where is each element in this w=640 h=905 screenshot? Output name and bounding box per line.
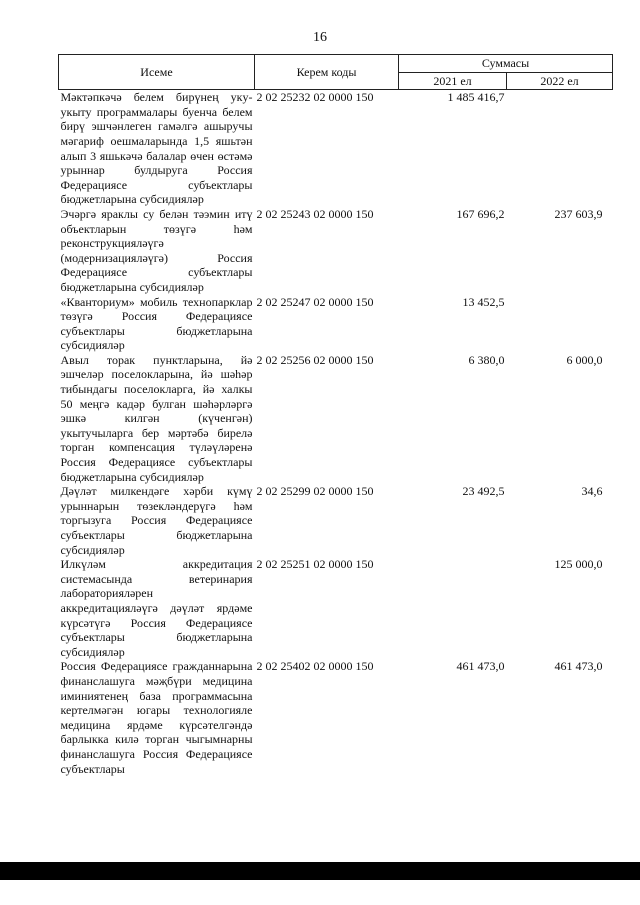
- row-sum-2022-cell: 461 473,0: [554, 659, 603, 674]
- header-year-2022: 2022 ел: [507, 72, 613, 90]
- table-row: [59, 557, 613, 659]
- row-sum-2022-cell: 237 603,9: [554, 206, 603, 221]
- row-code-cell: 2 02 25243 02 0000 150: [256, 206, 374, 221]
- table-row: [59, 295, 613, 353]
- table-row: [59, 353, 613, 484]
- row-sum-2022-cell: 125 000,0: [554, 557, 603, 572]
- row-name-cell: Авыл торак пунктларына, йә эшчеләр поселокларына, йә шәһәр тибындагы поселокларга, йә халкы 50 меңгә кадәр булган шәһәрләргә эшкә килгән (күченгән) укытучыларга бер мәртәбә бирелә торган компенсация түләүләренә Россия Федерациясе субъектлары бюджетларына субсидияләр: [60, 352, 253, 484]
- table-row: [59, 484, 613, 557]
- row-sum-2021-cell: 167 696,2: [456, 206, 505, 221]
- row-name-cell: Россия Федерациясе гражданнарына финанслашуга мәҗбүри медицина иминиятенең база программасына кертелмәгән югары технологияле медицина ярдәме күрсәтелгәндә барлыкка килә торган чыгымнарны финанслашуга Россия Федерациясе субъектлары: [60, 659, 253, 776]
- row-sum-2021-cell: 13 452,5: [462, 294, 505, 309]
- row-code-cell: 2 02 25251 02 0000 150: [256, 557, 374, 572]
- row-name-cell: Мәктәпкәчә белем бирүнең укy-укыту программалары буенча белем бирү эшчәнлеген гамәлгә ашыручы мәгариф оешмаларында 1,5 яшьтән алып 3 яшькәчә балалар өчен өстәмә урыннар булдыруга Россия Федерациясе субъектлары бюджетларына субсидияләр: [60, 90, 253, 207]
- row-sum-2022-cell: 6 000,0: [566, 352, 603, 367]
- row-code-cell: 2 02 25256 02 0000 150: [256, 352, 374, 367]
- table-row: [59, 90, 613, 207]
- row-name-cell: Илкүләм аккредитация системасында ветеринария лабораторияләрен аккредитацияләүгә дәүләт ярдәме күрсәтүгә Россия Федерациясе субъектлары бюджетларына субсидияләр: [60, 557, 253, 659]
- row-sum-2021-cell: 461 473,0: [456, 659, 505, 674]
- row-sum-2021-cell: 1 485 416,7: [447, 90, 505, 105]
- table-body: [59, 90, 613, 776]
- header-sums: Суммасы: [399, 55, 613, 73]
- row-sum-2021-cell: 23 492,5: [462, 484, 505, 499]
- budget-table: [58, 54, 613, 776]
- row-code-cell: 2 02 25402 02 0000 150: [256, 659, 374, 674]
- header-code: Керем коды: [255, 55, 399, 90]
- header-year-2021: 2021 ел: [399, 72, 507, 90]
- row-name-cell: Дәүләт милкендәге хәрби күмү урыннарын төзекләндерүгә һәм торгызуга Россия Федерациясе субъектлары бюджетларына субсидияләр: [60, 484, 253, 557]
- row-sum-2021-cell: 6 380,0: [468, 352, 505, 367]
- page-number: 16: [313, 30, 327, 45]
- table-header: [59, 55, 613, 90]
- row-sum-2022-cell: [507, 295, 613, 353]
- row-name-cell: Эчәргә яраклы су белән тәэмин итү объектларын төзүгә һәм реконструкцияләүгә (модернизацияләүгә) Россия Федерациясе субъектлары бюджетларына субсидияләр: [60, 206, 253, 294]
- row-code-cell: 2 02 25232 02 0000 150: [256, 90, 374, 105]
- header-name: Исеме: [59, 55, 255, 90]
- row-code-cell: 2 02 25299 02 0000 150: [256, 484, 374, 499]
- row-sum-2021-cell: [399, 557, 507, 659]
- table-row: [59, 659, 613, 776]
- scan-edge-bar: [0, 862, 640, 880]
- row-name-cell: «Кванториум» мобиль технопарклар төзүгә Россия Федерациясе субъектлары бюджетларына субсидияләр: [60, 294, 253, 353]
- row-sum-2022-cell: [507, 90, 613, 207]
- row-sum-2022-cell: 34,6: [581, 484, 603, 499]
- row-code-cell: 2 02 25247 02 0000 150: [256, 294, 374, 309]
- table-row: [59, 207, 613, 295]
